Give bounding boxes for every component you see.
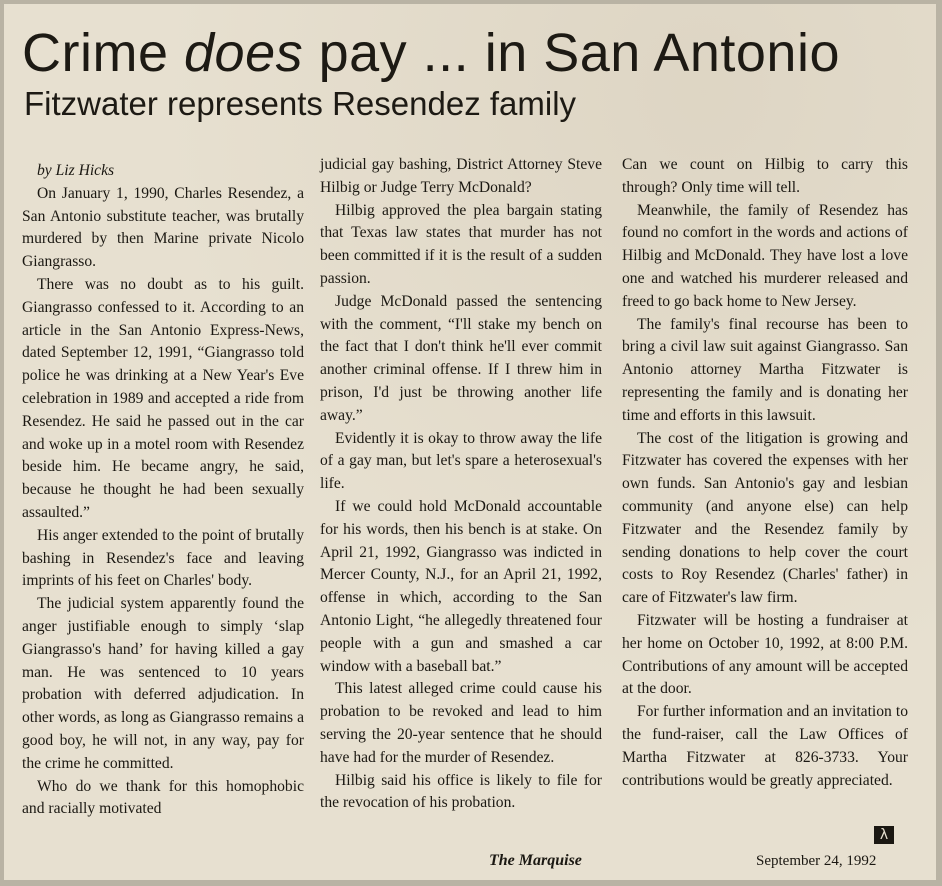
headline-part-2: pay ... in San Antonio: [303, 23, 840, 83]
paragraph: Meanwhile, the family of Resendez has found no comfort in the words and actions of Hilbig and McDonald. They have lost a love one and watched his murderer released and freed to go back home to New Jersey.: [622, 201, 908, 310]
headline: [22, 22, 922, 84]
paragraph: The family's final recourse has been to bring a civil law suit against Giangrasso. San Antonio attorney Martha Fitzwater is representing the family and is donating her time and efforts in this lawsuit.: [622, 315, 908, 424]
paragraph: judicial gay bashing, District Attorney Steve Hilbig or Judge Terry McDonald?: [320, 156, 602, 196]
paragraph: The judicial system apparently found the anger justifiable enough to simply ‘slap Giangrasso's hand’ for having killed a gay man. He was sentenced to 10 years probation with deferred adjudication. In other words, as long as Giangrasso remains a good boy, he will not, in any way, pay for the crime he committed.: [22, 595, 304, 772]
paragraph: Hilbig approved the plea bargain stating that Texas law states that murder has not been committed if it is the result of a sudden passion.: [320, 201, 602, 287]
subheadline: Fitzwater represents Resendez family: [24, 85, 577, 122]
paragraph: If we could hold McDonald accountable for his words, then his bench is at stake. On April 21, 1992, Giangrasso was indicted in Mercer County, N.J., for an April 21, 1992, offense in which, according to the San Antonio Light, “he allegedly threatened four people with a gun and smashed a car window with a baseball bat.”: [320, 497, 602, 675]
article-column-3: [622, 154, 908, 792]
paragraph: For further information and an invitation to the fund-raiser, call the Law Offices of Martha Fitzwater at 826-3733. Your contributions would be greatly appreciated.: [622, 703, 908, 789]
headline-emphasis: does: [184, 23, 304, 83]
paragraph: Judge McDonald passed the sentencing with the comment, “I'll stake my bench on the fact that I don't think he'll ever commit another criminal offense. If I threw him in prison, I'd just be throwing another life away.”: [320, 292, 602, 424]
paragraph: Who do we thank for this homophobic and racially motivated: [22, 777, 304, 818]
publication-name: The Marquise: [489, 852, 582, 869]
paragraph: Hilbig said his office is likely to file for the revocation of his probation.: [320, 771, 602, 812]
issue-date: September 24, 1992: [756, 853, 877, 869]
paragraph: There was no doubt as to his guilt. Giangrasso confessed to it. According to an article in the San Antonio Express-News, dated September 12, 1991, “Giangrasso told police he was drinking at a New Year's Eve celebration in 1989 and accepted a ride from Resendez. He said he passed out in the car and woke up in a motel room with Resendez beside him. He became angry, he said, because he thought he had been sexually assaulted.”: [22, 275, 304, 521]
page-footer: [4, 852, 936, 876]
paragraph: On January 1, 1990, Charles Resendez, a San Antonio substitute teacher, was brutally murdered by then Marine private Nicolo Giangrasso.: [22, 184, 304, 271]
paragraph: Evidently it is okay to throw away the life of a gay man, but let's spare a heterosexual's life.: [320, 429, 602, 493]
headline-part-1: Crime: [22, 23, 184, 83]
paragraph: Can we count on Hilbig to carry this through? Only time will tell.: [622, 156, 908, 196]
paragraph: The cost of the litigation is growing and Fitzwater has covered the expenses with her own funds. San Antonio's gay and lesbian community (and anyone else) can help Fitzwater and the Resendez family by sending donations to help cover the court costs to Roy Resendez (Charles' father) in care of Fitzwater's law firm.: [622, 429, 908, 607]
paragraph: His anger extended to the point of brutally bashing in Resendez's face and leaving imprints of his feet on Charles' body.: [22, 526, 304, 590]
paragraph: Fitzwater will be hosting a fundraiser at her home on October 10, 1992, at 8:00 P.M. Contributions of any amount will be accepted at the door.: [622, 611, 908, 698]
end-mark-icon: λ: [874, 826, 894, 844]
byline: by Liz Hicks: [37, 162, 115, 179]
article-column-2: [320, 154, 602, 815]
newspaper-clipping: [4, 4, 936, 880]
paragraph: This latest alleged crime could cause his probation to be revoked and lead to him serving the 20-year sentence that he should have had for the murder of Resendez.: [320, 680, 602, 766]
article-column-1: [22, 160, 304, 821]
